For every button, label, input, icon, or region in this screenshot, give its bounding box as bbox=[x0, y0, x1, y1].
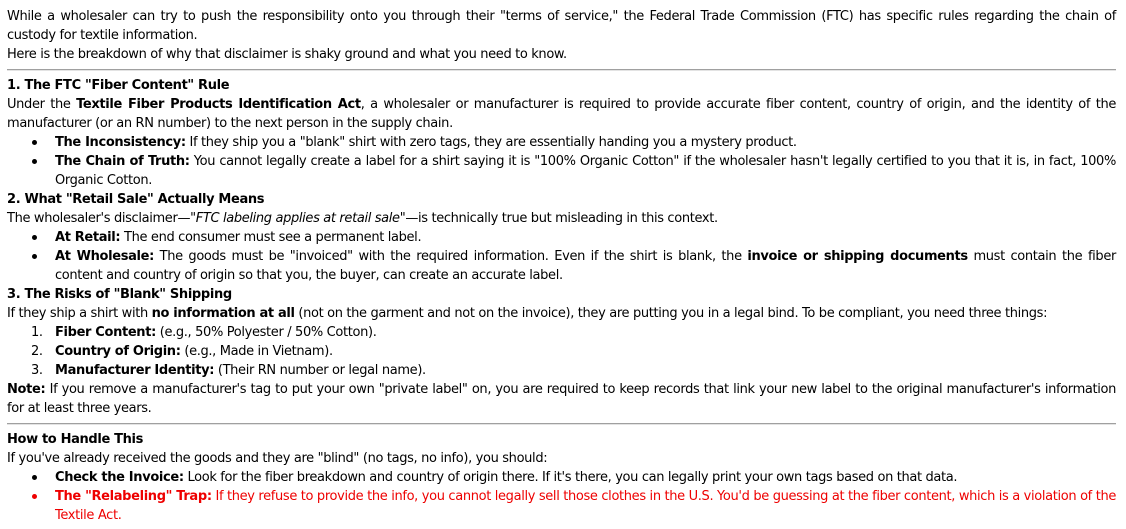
body-text: The wholesaler's disclaimer— bbox=[7, 211, 191, 226]
list-number: 1. bbox=[31, 325, 43, 340]
bullet-text: If they ship you a "blank" shirt with zero tags, they are essentially handing you a mystery product. bbox=[185, 135, 797, 150]
numbered-list-requirements bbox=[7, 323, 1116, 380]
bullet-text: You cannot legally create a label for a shirt saying it is "100% Organic Cotton" if the wholesaler hasn't legally certified to you that it is, in fact, 100% Organic Cotton. bbox=[55, 154, 1116, 188]
section-heading-how-to-handle: How to Handle This bbox=[7, 432, 144, 447]
section-body-how-to-handle: If you've already received the goods and they are "blind" (no tags, no info), you should: bbox=[7, 451, 548, 466]
list-item bbox=[7, 228, 1116, 247]
list-item-warning bbox=[7, 487, 1116, 525]
bullet-text: The end consumer must see a permanent label. bbox=[120, 230, 422, 245]
bullet-emphasis: invoice or shipping documents bbox=[747, 249, 968, 264]
section-body-fiber-content bbox=[7, 95, 1116, 133]
note-text: If you remove a manufacturer's tag to put your own "private label" on, you are required to keep records that link your new label to the original manufacturer's information for at least three years. bbox=[7, 382, 1116, 416]
list-item bbox=[7, 361, 1116, 380]
body-text: (not on the garment and not on the invoice), they are putting you in a legal bind. To be compliant, you need three things: bbox=[294, 306, 1048, 321]
section-heading-blank-shipping: 3. The Risks of "Blank" Shipping bbox=[7, 287, 232, 302]
intro-paragraph-2: Here is the breakdown of why that disclaimer is shaky ground and what you need to know. bbox=[7, 47, 567, 62]
disclaimer-quote: "FTC labeling applies at retail sale" bbox=[190, 211, 406, 226]
list-item bbox=[7, 247, 1116, 285]
horizontal-rule bbox=[7, 423, 1116, 425]
bullet-text: If they refuse to provide the info, you cannot legally sell those clothes in the U.S. You'd be guessing at the fiber content, which is a violation of the Textile Act. bbox=[55, 489, 1116, 523]
body-text: Under the bbox=[7, 97, 77, 112]
bullet-list-fiber-content bbox=[7, 133, 1116, 190]
note-paragraph bbox=[7, 380, 1116, 418]
bullet-label: The "Relabeling" Trap: bbox=[55, 489, 212, 504]
list-item bbox=[7, 468, 1116, 487]
bullet-label: At Wholesale: bbox=[55, 249, 154, 264]
bullet-label: The Chain of Truth: bbox=[55, 154, 190, 169]
bullet-text: The goods must be "invoiced" with the required information. Even if the shirt is blank, the bbox=[153, 249, 748, 264]
list-item bbox=[7, 133, 1116, 152]
list-number: 3. bbox=[31, 363, 43, 378]
item-label: Manufacturer Identity: bbox=[55, 363, 215, 378]
intro-paragraph: While a wholesaler can try to push the responsibility onto you through their "terms of service," the Federal Trade Commission (FTC) has specific rules regarding the chain of custody for textile information. bbox=[7, 9, 1116, 43]
section-heading-retail-sale: 2. What "Retail Sale" Actually Means bbox=[7, 192, 265, 207]
item-text: (Their RN number or legal name). bbox=[214, 363, 426, 378]
body-emphasis: no information at all bbox=[151, 306, 295, 321]
item-label: Fiber Content: bbox=[55, 325, 156, 340]
bullet-text: must contain the fiber content and country of origin so that you, the buyer, can create an accurate label. bbox=[55, 249, 1116, 283]
bullet-label: Check the Invoice: bbox=[55, 470, 184, 485]
horizontal-rule bbox=[7, 69, 1116, 71]
bullet-list-retail-sale bbox=[7, 228, 1116, 285]
section-body-blank-shipping bbox=[7, 304, 1116, 323]
bullet-label: At Retail: bbox=[55, 230, 121, 245]
body-text: If they ship a shirt with bbox=[7, 306, 152, 321]
list-item bbox=[7, 152, 1116, 190]
body-text: , a wholesaler or manufacturer is required to provide accurate fiber content, country of origin, and the identity of the manufacturer (or an RN number) to the next person in the supply chain. bbox=[7, 97, 1117, 131]
bullet-list-warning bbox=[7, 487, 1116, 525]
bullet-list-how-to-handle bbox=[7, 468, 1116, 487]
bullet-label: The Inconsistency: bbox=[55, 135, 186, 150]
list-number: 2. bbox=[31, 344, 43, 359]
act-name: Textile Fiber Products Identification Act bbox=[76, 97, 361, 112]
body-text: —is technically true but misleading in this context. bbox=[405, 211, 718, 226]
item-text: (e.g., 50% Polyester / 50% Cotton). bbox=[155, 325, 377, 340]
note-label: Note: bbox=[7, 382, 46, 397]
section-heading-fiber-content: 1. The FTC "Fiber Content" Rule bbox=[7, 78, 230, 93]
list-item bbox=[7, 323, 1116, 342]
item-text: (e.g., Made in Vietnam). bbox=[180, 344, 333, 359]
list-item bbox=[7, 342, 1116, 361]
bullet-text: Look for the fiber breakdown and country of origin there. If it's there, you can legally print your own tags based on that data. bbox=[183, 470, 958, 485]
section-body-retail-sale bbox=[7, 209, 1116, 228]
item-label: Country of Origin: bbox=[55, 344, 181, 359]
